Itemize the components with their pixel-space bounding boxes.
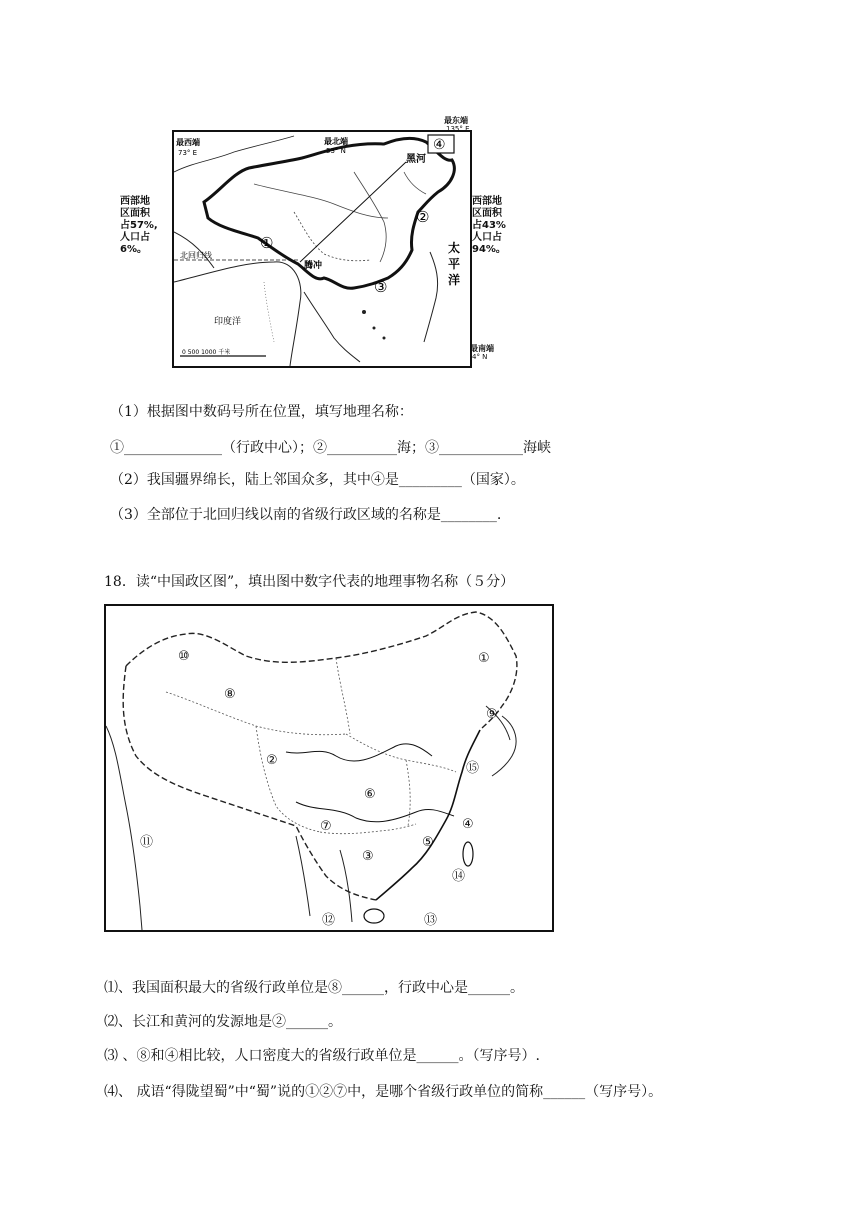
map1-south-label: 最南端 bbox=[470, 344, 494, 353]
map1-heihe-label: 黑河 bbox=[406, 154, 426, 165]
map1-right-note-line: 94%。 bbox=[472, 244, 506, 255]
china-location-map bbox=[172, 130, 472, 368]
map1-south-coord: 4° N bbox=[472, 353, 488, 361]
map1-indian-ocean-label: 印度洋 bbox=[214, 317, 242, 327]
map2-marker-11: ⑪ bbox=[140, 835, 154, 850]
map1-pacific-label-3: 洋 bbox=[448, 273, 461, 287]
map2-marker-15: ⑮ bbox=[466, 761, 480, 776]
q18-heading: 18．读“中国政区图”，填出图中数字代表的地理事物名称（５分） bbox=[104, 574, 515, 590]
map2-marker-6: ⑥ bbox=[364, 787, 376, 802]
map1-tengchong-label: 腾冲 bbox=[304, 261, 323, 271]
map1-pacific-label-1: 太 bbox=[448, 241, 461, 255]
map2-marker-14: ⑭ bbox=[452, 869, 466, 884]
map1-right-note-line: 占43% bbox=[472, 220, 506, 231]
map1-tropic-label: 北回归线 bbox=[180, 251, 212, 260]
map2-marker-7: ⑦ bbox=[320, 819, 332, 834]
map1-north-label: 最北端 bbox=[324, 137, 348, 146]
china-location-map-drawing bbox=[174, 132, 470, 366]
map1-marker-1: ① bbox=[260, 234, 274, 252]
map1-west-coord: 73° E bbox=[178, 149, 198, 157]
map1-left-note-line: 区面积 bbox=[120, 208, 150, 219]
map2-marker-8: ⑧ bbox=[224, 687, 236, 702]
map2-marker-9: ⑨ bbox=[486, 707, 498, 722]
q18-question-4: ⑷、 成语“得陇望蜀”中“蜀”说的①②⑦中，是哪个省级行政单位的简称______（写序号）。 bbox=[104, 1084, 663, 1100]
china-province-map bbox=[104, 604, 554, 932]
map1-left-note bbox=[120, 196, 158, 256]
map1-right-note-line: 区面积 bbox=[472, 208, 502, 219]
map2-marker-1: ① bbox=[478, 651, 490, 666]
q17-part1-blanks: ①______________（行政中心）；②__________海；③____________海峡 bbox=[110, 440, 551, 456]
map1-east-coord: 135° E bbox=[446, 125, 470, 133]
q17-part2: （2）我国疆界绵长，陆上邻国众多，其中④是_________（国家）。 bbox=[110, 472, 525, 488]
map2-marker-10: ⑩ bbox=[178, 649, 190, 664]
map1-marker-3: ③ bbox=[374, 278, 388, 296]
map1-west-label: 最西端 bbox=[176, 138, 200, 147]
map1-east-label: 最东端 bbox=[444, 116, 468, 125]
q18-question-2: ⑵、长江和黄河的发源地是②______。 bbox=[104, 1014, 342, 1030]
q18-question-1: ⑴、我国面积最大的省级行政单位是⑧______，行政中心是______。 bbox=[104, 980, 524, 996]
map2-marker-13: ⑬ bbox=[424, 913, 438, 928]
map1-marker-4: ④ bbox=[433, 137, 446, 153]
map1-right-note bbox=[472, 196, 506, 256]
map1-right-note-line: 西部地 bbox=[472, 196, 502, 207]
map1-left-note-line: 6%。 bbox=[120, 244, 147, 255]
map1-pacific-label-2: 平 bbox=[448, 257, 461, 271]
q17-part3: （3）全部位于北回归线以南的省级行政区域的名称是________. bbox=[110, 507, 502, 523]
map1-left-note-line: 人口占 bbox=[120, 232, 150, 243]
map1-scale: 0 500 1000 千米 bbox=[182, 349, 231, 356]
map1-left-note-line: 占57%, bbox=[120, 220, 158, 231]
map2-marker-3: ③ bbox=[362, 849, 374, 864]
map2-marker-4: ④ bbox=[462, 817, 474, 832]
map2-marker-12: ⑫ bbox=[322, 913, 336, 928]
q18-question-3: ⑶ 、⑧和④相比较，人口密度大的省级行政单位是______。（写序号）. bbox=[104, 1048, 540, 1064]
map1-marker-2: ② bbox=[416, 208, 430, 226]
q17-part1: （1）根据图中数码号所在位置，填写地理名称： bbox=[110, 404, 413, 420]
map1-right-note-line: 人口占 bbox=[472, 232, 502, 243]
map1-north-coord: 53° N bbox=[326, 147, 346, 155]
map2-marker-2: ② bbox=[266, 753, 278, 768]
map2-marker-5: ⑤ bbox=[422, 835, 434, 850]
map1-left-note-line: 西部地 bbox=[120, 196, 150, 207]
